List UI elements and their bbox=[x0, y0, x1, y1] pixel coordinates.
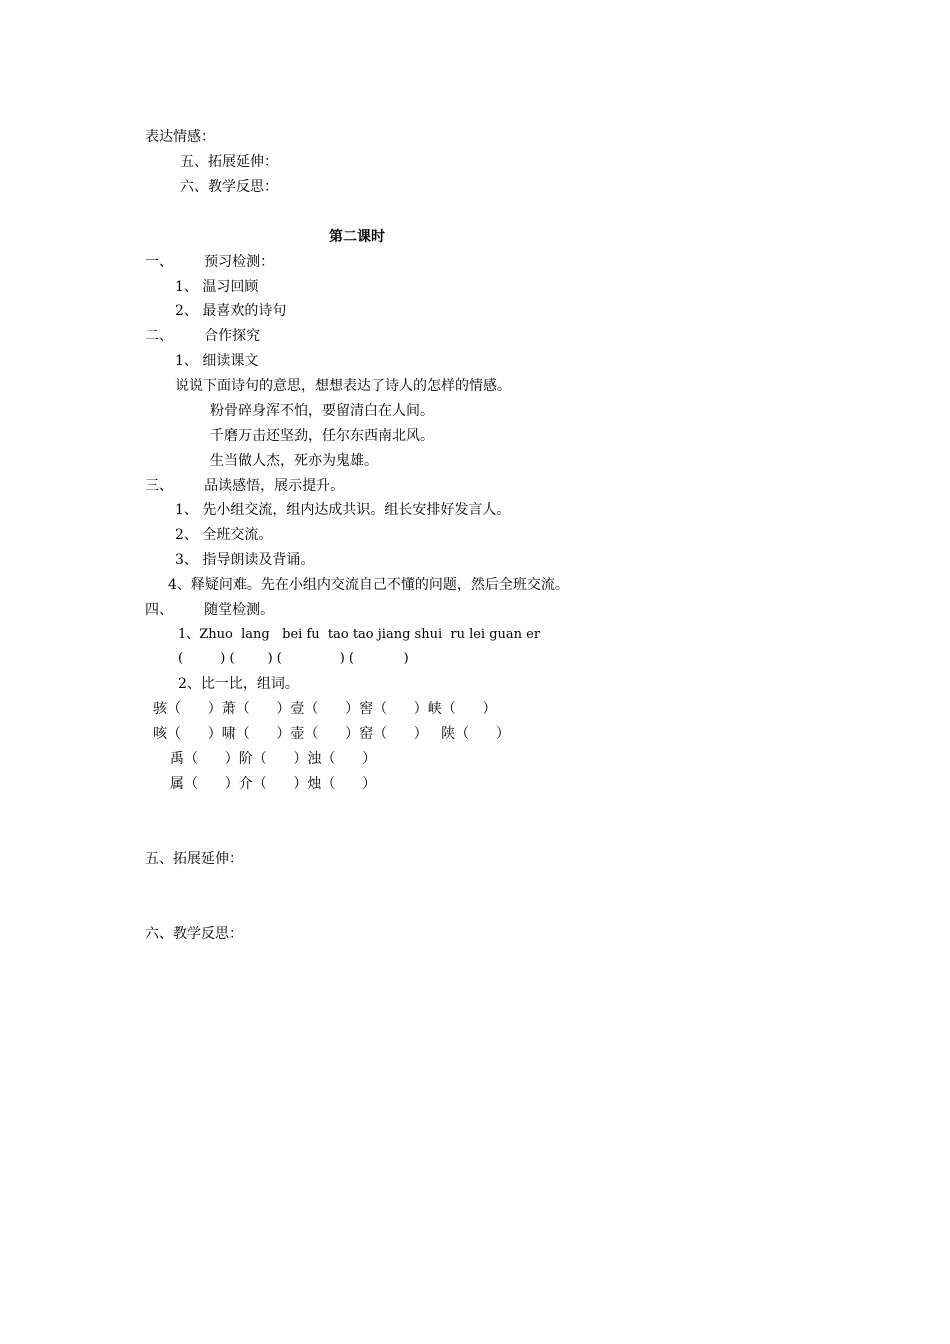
text-line-reflection: 六、教学反思： bbox=[180, 179, 278, 195]
poem-line: 粉骨碎身浑不怕，要留清白在人间。 bbox=[210, 403, 434, 419]
word-compare-row: 骇（ ）萧（ ）壹（ ）窖（ ）峡（ ） bbox=[153, 701, 497, 717]
heading-extension: 五、拓展延伸： bbox=[145, 851, 243, 867]
list-item: 3、 指导朗读及背诵。 bbox=[175, 552, 315, 568]
list-item: 1、 温习回顾 bbox=[175, 279, 259, 295]
heading-cooperative-inquiry: 二、 合作探究 bbox=[145, 328, 261, 344]
list-item: 2、 最喜欢的诗句 bbox=[175, 303, 287, 319]
instruction-text: 说说下面诗句的意思，想想表达了诗人的怎样的情感。 bbox=[175, 378, 511, 394]
text-line-extension: 五、拓展延伸： bbox=[180, 154, 278, 170]
text-line-expression: 表达情感： bbox=[145, 129, 215, 145]
heading-teaching-reflection: 六、教学反思： bbox=[145, 926, 243, 942]
heading-preview-check: 一、 预习检测： bbox=[145, 254, 275, 270]
list-item: 1、 先小组交流，组内达成共识。组长安排好发言人。 bbox=[175, 502, 511, 518]
word-compare-row: 属（ ）介（ ）烛（ ） bbox=[170, 776, 377, 792]
pinyin-line: 1、Zhuo lang bei fu tao tao jiang shui ru lei guan er bbox=[178, 627, 541, 642]
heading-class-check: 四、 随堂检测。 bbox=[145, 602, 275, 618]
list-item: 2、 全班交流。 bbox=[175, 527, 273, 543]
answer-blanks-line: ( ) ( ) ( ) ( ) bbox=[178, 651, 409, 666]
list-item: 1、 细读课文 bbox=[175, 353, 259, 369]
word-compare-row: 咳（ ）啸（ ）壶（ ）窑（ ） 陕（ ） bbox=[153, 726, 510, 742]
word-compare-row: 禹（ ）阶（ ）浊（ ） bbox=[170, 751, 377, 767]
section-title: 第二课时 bbox=[329, 229, 385, 245]
list-item: 4、释疑问难。先在小组内交流自己不懂的问题，然后全班交流。 bbox=[168, 577, 569, 593]
list-item: 2、比一比，组词。 bbox=[178, 676, 299, 692]
poem-line: 生当做人杰，死亦为鬼雄。 bbox=[210, 453, 378, 469]
poem-line: 千磨万击还坚劲，任尔东西南北风。 bbox=[210, 428, 434, 444]
heading-reading-reflection: 三、 品读感悟，展示提升。 bbox=[145, 478, 345, 494]
